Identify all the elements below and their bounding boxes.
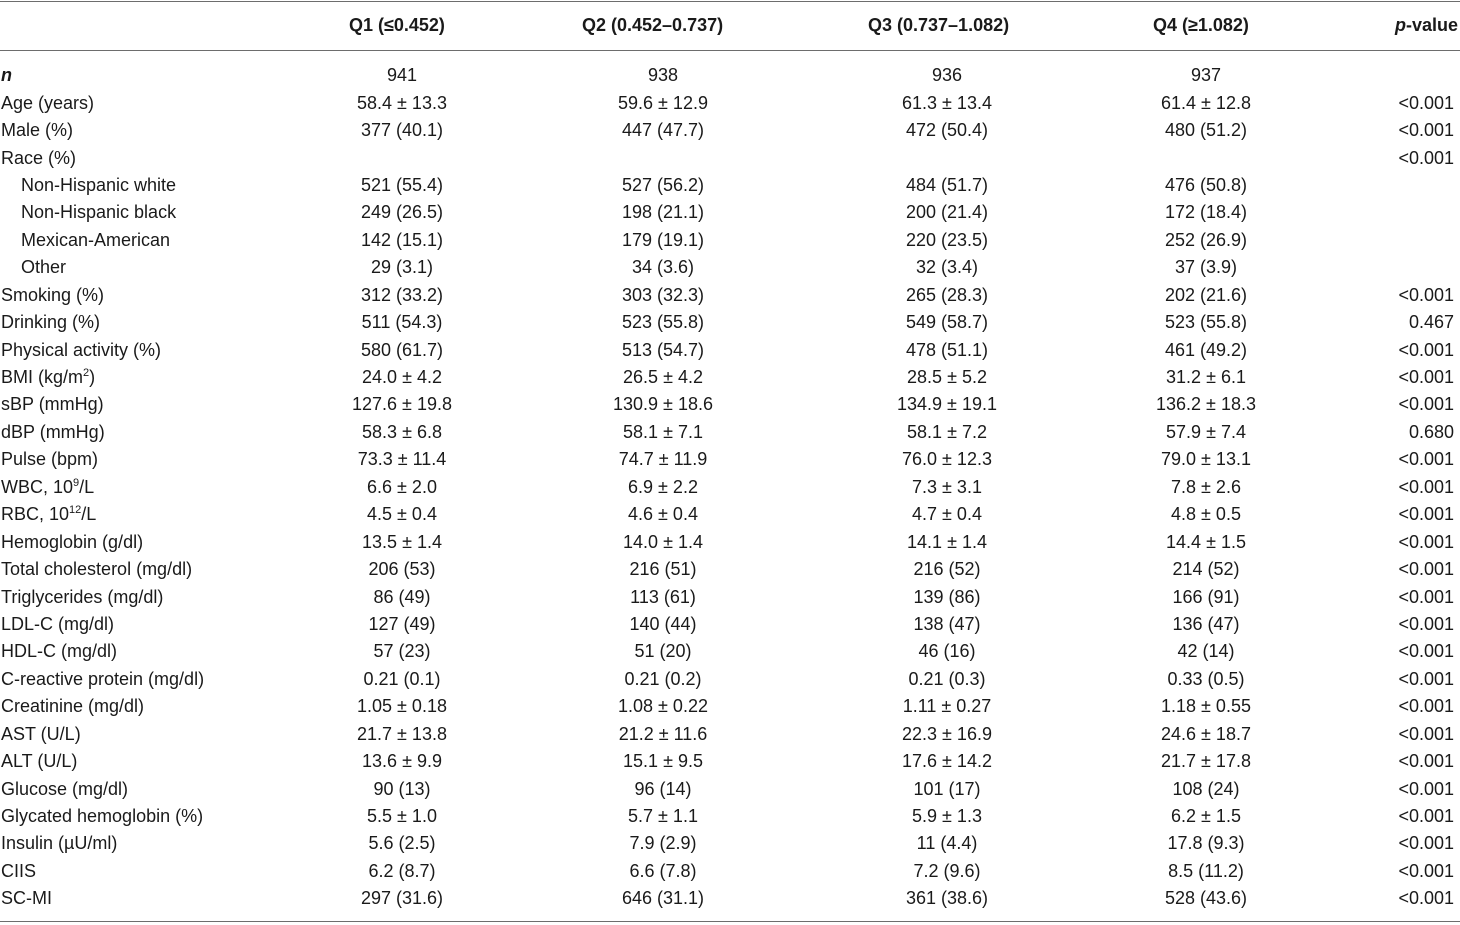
- cell-q3: 76.0 ± 12.3: [902, 449, 992, 470]
- row-label: [0, 583, 261, 610]
- cell-p-value: <0.001: [1398, 696, 1454, 717]
- row-label-text: BMI (kg/m: [1, 367, 84, 388]
- row-label: [0, 748, 261, 775]
- cell-q2: 646 (31.1): [621, 888, 705, 909]
- cell-q3: 0.21 (0.3): [908, 668, 986, 689]
- table-row: [0, 858, 1460, 885]
- table-row: [0, 748, 1460, 775]
- table-row: [0, 583, 1460, 610]
- cell-q4: 523 (55.8): [1164, 312, 1248, 333]
- table-header: [0, 0, 1460, 50]
- cell-q1: 941: [386, 65, 418, 86]
- row-label: [0, 556, 261, 583]
- data-table: [0, 62, 1460, 913]
- row-label-text: Non-Hispanic black: [21, 202, 177, 223]
- cell-q1: 13.6 ± 9.9: [362, 751, 442, 772]
- row-label: [0, 89, 261, 116]
- row-label-text: Age (years): [1, 92, 95, 113]
- cell-q4: 252 (26.9): [1164, 229, 1248, 250]
- cell-q2: 15.1 ± 9.5: [623, 751, 703, 772]
- cell-q2: 74.7 ± 11.9: [618, 449, 708, 470]
- cell-p-value: <0.001: [1398, 120, 1454, 141]
- cell-q3: 138 (47): [913, 613, 981, 634]
- cell-p-value: <0.001: [1398, 284, 1454, 305]
- cell-q2: 51 (20): [634, 641, 692, 662]
- row-label-text: Glycated hemoglobin (%): [1, 806, 204, 827]
- cell-q1: 6.2 (8.7): [368, 860, 436, 881]
- cell-p-value: <0.001: [1398, 92, 1454, 113]
- table-row: [0, 666, 1460, 693]
- table-row: [0, 611, 1460, 638]
- row-label-text: Non-Hispanic white: [21, 174, 177, 195]
- header-q1: Q1 (≤0.452): [349, 15, 445, 35]
- row-label-text: Male (%): [1, 120, 74, 141]
- row-label-text: Physical activity (%): [1, 339, 162, 360]
- header-p-italic: p: [1394, 15, 1406, 35]
- table-row: [0, 528, 1460, 555]
- cell-p-value: 0.467: [1408, 312, 1454, 333]
- cell-p-value: <0.001: [1398, 751, 1454, 772]
- cell-q1: 29 (3.1): [370, 257, 434, 278]
- table-row: [0, 282, 1460, 309]
- cell-q4: 528 (43.6): [1164, 888, 1248, 909]
- cell-q1: 90 (13): [373, 778, 431, 799]
- row-label-text: RBC, 10: [1, 504, 70, 525]
- row-label: [0, 144, 261, 171]
- cell-q2: 130.9 ± 18.6: [613, 394, 713, 415]
- cell-p-value: <0.001: [1398, 559, 1454, 580]
- cell-p-value: [1301, 172, 1460, 199]
- cell-q1: 127 (49): [368, 613, 436, 634]
- row-label: [0, 885, 261, 912]
- cell-q2: 113 (61): [630, 586, 696, 607]
- row-label-text: Insulin (µU/ml): [1, 833, 118, 854]
- table-row: [0, 254, 1460, 281]
- row-label: [0, 172, 261, 199]
- cell-q2: 303 (32.3): [621, 284, 705, 305]
- row-label-text: n: [1, 65, 12, 86]
- row-label: [0, 666, 261, 693]
- row-label-text: Pulse (bpm): [1, 449, 99, 470]
- cell-q1: 521 (55.4): [360, 174, 444, 195]
- table-row: [0, 227, 1460, 254]
- row-label-text: Creatinine (mg/dl): [1, 696, 145, 717]
- cell-q1: 249 (26.5): [360, 202, 444, 223]
- cell-p-value: [1301, 254, 1460, 281]
- row-label: [0, 721, 261, 748]
- cell-q4: 476 (50.8): [1164, 174, 1248, 195]
- cell-q4: 136 (47): [1172, 613, 1240, 634]
- table-row: [0, 638, 1460, 665]
- cell-p-value: [1301, 227, 1460, 254]
- cell-q1: 580 (61.7): [360, 339, 444, 360]
- cell-p-value: <0.001: [1398, 668, 1454, 689]
- row-label-text: Hemoglobin (g/dl): [1, 531, 144, 552]
- table-row: [0, 474, 1460, 501]
- cell-q3: 11 (4.4): [916, 833, 978, 854]
- row-label-superscript: 2: [83, 367, 90, 380]
- row-label-text: Drinking (%): [1, 312, 101, 333]
- cell-q4: 8.5 (11.2): [1168, 860, 1244, 881]
- cell-q4: 42 (14): [1177, 641, 1235, 662]
- cell-q1: 21.7 ± 13.8: [357, 723, 447, 744]
- row-label: [0, 227, 261, 254]
- row-label: [0, 419, 261, 446]
- cell-p-value: <0.001: [1398, 586, 1454, 607]
- row-label-text: Mexican-American: [21, 229, 171, 250]
- cell-q4: 214 (52): [1172, 559, 1240, 580]
- cell-q3: 484 (51.7): [905, 174, 989, 195]
- row-label-text: HDL-C (mg/dl): [1, 641, 118, 662]
- table-header-rule: [0, 50, 1460, 51]
- row-label: [0, 282, 261, 309]
- cell-q2: 6.9 ± 2.2: [628, 476, 698, 497]
- row-label-tail: ): [89, 367, 96, 388]
- cell-p-value: [1301, 199, 1460, 226]
- cell-q1: 1.05 ± 0.18: [357, 696, 447, 717]
- cell-q1: 0.21 (0.1): [363, 668, 441, 689]
- cell-q4: 937: [1190, 65, 1222, 86]
- cell-p-value: <0.001: [1398, 476, 1454, 497]
- cell-q4: 480 (51.2): [1164, 120, 1248, 141]
- row-label: [0, 775, 261, 802]
- row-label: [0, 638, 261, 665]
- cell-q2: 0.21 (0.2): [624, 668, 702, 689]
- cell-q3: 472 (50.4): [905, 120, 989, 141]
- cell-q3: 549 (58.7): [905, 312, 989, 333]
- row-label-text: CIIS: [1, 860, 37, 881]
- cell-q2: [543, 144, 783, 171]
- cell-q1: 86 (49): [373, 586, 431, 607]
- cell-p-value: <0.001: [1398, 339, 1454, 360]
- cell-q3: [783, 144, 1111, 171]
- table-row: [0, 62, 1460, 89]
- cell-q3: 5.9 ± 1.3: [912, 806, 982, 827]
- header-q2: Q2 (0.452–0.737): [582, 15, 724, 35]
- row-label: [0, 391, 261, 418]
- cell-p-value: <0.001: [1398, 531, 1454, 552]
- table-bottom-rule: [0, 921, 1460, 922]
- cell-q3: 28.5 ± 5.2: [907, 367, 987, 388]
- cell-q3: 61.3 ± 13.4: [902, 92, 992, 113]
- cell-q2: 26.5 ± 4.2: [623, 367, 703, 388]
- header-p-rest: -value: [1405, 15, 1458, 35]
- row-label-text: Smoking (%): [1, 284, 105, 305]
- cell-q3: 936: [931, 65, 963, 86]
- cell-q4: 24.6 ± 18.7: [1161, 723, 1251, 744]
- cell-q4: 108 (24): [1172, 778, 1240, 799]
- table-row: [0, 172, 1460, 199]
- cell-q2: 179 (19.1): [621, 229, 705, 250]
- row-label-text: Triglycerides (mg/dl): [1, 586, 164, 607]
- cell-p-value: [1301, 62, 1460, 89]
- cell-p-value: <0.001: [1398, 833, 1454, 854]
- cell-q1: 142 (15.1): [360, 229, 444, 250]
- cell-p-value: <0.001: [1398, 723, 1454, 744]
- row-label: [0, 528, 261, 555]
- cell-q1: 73.3 ± 11.4: [357, 449, 447, 470]
- cell-q2: 34 (3.6): [631, 257, 695, 278]
- row-label-text: Other: [21, 257, 67, 278]
- table-row: [0, 89, 1460, 116]
- cell-q4: 61.4 ± 12.8: [1161, 92, 1251, 113]
- row-label-tail: /L: [79, 476, 95, 497]
- cell-q3: 7.3 ± 3.1: [912, 476, 982, 497]
- row-label: [0, 309, 261, 336]
- cell-q4: 461 (49.2): [1164, 339, 1248, 360]
- cell-q2: 6.6 (7.8): [629, 860, 697, 881]
- table-row: [0, 391, 1460, 418]
- row-label-text: sBP (mmHg): [1, 394, 104, 415]
- cell-q4: 6.2 ± 1.5: [1171, 806, 1241, 827]
- cell-q3: 265 (28.3): [905, 284, 989, 305]
- table-body: [0, 62, 1460, 913]
- cell-q3: 32 (3.4): [915, 257, 979, 278]
- cell-p-value: <0.001: [1398, 860, 1454, 881]
- cell-q2: 198 (21.1): [621, 202, 705, 223]
- cell-q2: 1.08 ± 0.22: [618, 696, 708, 717]
- row-label: [0, 803, 261, 830]
- cell-p-value: <0.001: [1398, 641, 1454, 662]
- cell-q2: 447 (47.7): [621, 120, 705, 141]
- table-row: [0, 693, 1460, 720]
- row-label-text: Race (%): [1, 147, 77, 168]
- row-label: [0, 199, 261, 226]
- cell-q1: 6.6 ± 2.0: [367, 476, 437, 497]
- cell-q1: 206 (53): [368, 559, 436, 580]
- cell-q3: 46 (16): [918, 641, 976, 662]
- cell-q2: 96 (14): [634, 778, 692, 799]
- header-p-value: [1395, 15, 1458, 36]
- cell-q3: 200 (21.4): [905, 202, 989, 223]
- cell-q3: 134.9 ± 19.1: [897, 394, 997, 415]
- cell-q4: 1.18 ± 0.55: [1161, 696, 1251, 717]
- header-q3: Q3 (0.737–1.082): [868, 15, 1010, 35]
- cell-q1: 377 (40.1): [360, 120, 444, 141]
- table-row: [0, 199, 1460, 226]
- cell-q4: 0.33 (0.5): [1167, 668, 1245, 689]
- table-row: [0, 446, 1460, 473]
- cell-q3: 14.1 ± 1.4: [907, 531, 987, 552]
- cell-q3: 478 (51.1): [905, 339, 989, 360]
- table-row: [0, 721, 1460, 748]
- cell-p-value: <0.001: [1398, 778, 1454, 799]
- cell-q1: 4.5 ± 0.4: [367, 504, 437, 525]
- cell-q2: 216 (51): [629, 559, 697, 580]
- cell-p-value: <0.001: [1398, 147, 1454, 168]
- cell-q3: 101 (17): [913, 778, 981, 799]
- cell-q4: 172 (18.4): [1164, 202, 1248, 223]
- cell-q3: 220 (23.5): [905, 229, 989, 250]
- cell-q1: 57 (23): [373, 641, 431, 662]
- cell-q3: 139 (86): [913, 586, 981, 607]
- cell-q4: 202 (21.6): [1164, 284, 1248, 305]
- row-label: [0, 858, 261, 885]
- table-row: [0, 117, 1460, 144]
- cell-q4: 166 (91): [1172, 586, 1240, 607]
- table-row: [0, 309, 1460, 336]
- table-row: [0, 501, 1460, 528]
- cell-q1: 58.3 ± 6.8: [362, 421, 442, 442]
- cell-p-value: <0.001: [1398, 806, 1454, 827]
- row-label-text: dBP (mmHg): [1, 421, 105, 442]
- cell-p-value: 0.680: [1408, 421, 1454, 442]
- table-row: [0, 419, 1460, 446]
- cell-q4: 14.4 ± 1.5: [1166, 531, 1246, 552]
- cell-q2: 58.1 ± 7.1: [623, 421, 703, 442]
- table-row: [0, 336, 1460, 363]
- row-label-text: Glucose (mg/dl): [1, 778, 129, 799]
- cell-q2: 59.6 ± 12.9: [618, 92, 708, 113]
- cell-q2: 513 (54.7): [621, 339, 705, 360]
- row-label-text: C-reactive protein (mg/dl): [1, 668, 205, 689]
- table-row: [0, 885, 1460, 912]
- header-q4: Q4 (≥1.082): [1153, 15, 1249, 35]
- table-row: [0, 775, 1460, 802]
- cell-q1: 13.5 ± 1.4: [362, 531, 442, 552]
- row-label: [0, 830, 261, 857]
- cell-q4: 79.0 ± 13.1: [1161, 449, 1251, 470]
- table-row: [0, 556, 1460, 583]
- cell-p-value: <0.001: [1398, 504, 1454, 525]
- cell-q2: 527 (56.2): [621, 174, 705, 195]
- row-label-text: ALT (U/L): [1, 751, 78, 772]
- row-label-text: Total cholesterol (mg/dl): [1, 559, 193, 580]
- row-label: [0, 501, 261, 528]
- row-label: [0, 117, 261, 144]
- cell-p-value: <0.001: [1398, 449, 1454, 470]
- cell-p-value: <0.001: [1398, 888, 1454, 909]
- cell-q1: 58.4 ± 13.3: [357, 92, 447, 113]
- cell-q1: 511 (54.3): [361, 312, 443, 333]
- cell-q4: 7.8 ± 2.6: [1171, 476, 1241, 497]
- cell-q4: 136.2 ± 18.3: [1156, 394, 1256, 415]
- table-row: [0, 830, 1460, 857]
- row-label: [0, 446, 261, 473]
- cell-q4: 17.8 (9.3): [1167, 833, 1245, 854]
- row-label-superscript: 9: [73, 476, 80, 489]
- cell-q1: 5.6 (2.5): [368, 833, 436, 854]
- cell-q2: 938: [647, 65, 679, 86]
- row-label-text: SC-MI: [1, 888, 52, 909]
- row-label: [0, 474, 261, 501]
- cell-q2: 523 (55.8): [621, 312, 705, 333]
- row-label-text: AST (U/L): [1, 723, 81, 744]
- row-label: [0, 336, 261, 363]
- cell-q4: [1111, 144, 1301, 171]
- cell-p-value: <0.001: [1398, 613, 1454, 634]
- table-row: [0, 364, 1460, 391]
- cell-q4: 31.2 ± 6.1: [1166, 367, 1246, 388]
- cell-q1: 297 (31.6): [360, 888, 444, 909]
- table-row: [0, 803, 1460, 830]
- row-label-text: WBC, 10: [1, 476, 74, 497]
- cell-q1: 24.0 ± 4.2: [362, 367, 442, 388]
- cell-q1: 127.6 ± 19.8: [352, 394, 452, 415]
- cell-q3: 7.2 (9.6): [913, 860, 981, 881]
- row-label: [0, 62, 261, 89]
- cell-q4: 37 (3.9): [1174, 257, 1238, 278]
- cell-q3: 361 (38.6): [905, 888, 989, 909]
- cell-q1: [261, 144, 543, 171]
- row-label-text: LDL-C (mg/dl): [1, 613, 115, 634]
- cell-q2: 140 (44): [629, 613, 697, 634]
- cell-q2: 21.2 ± 11.6: [618, 723, 708, 744]
- cell-p-value: <0.001: [1398, 394, 1454, 415]
- cell-q2: 7.9 (2.9): [629, 833, 697, 854]
- cell-q3: 1.11 ± 0.27: [902, 696, 992, 717]
- row-label-tail: /L: [81, 504, 97, 525]
- row-label-superscript: 12: [69, 504, 82, 517]
- cell-q4: 21.7 ± 17.8: [1161, 751, 1251, 772]
- cell-q2: 14.0 ± 1.4: [623, 531, 703, 552]
- cell-p-value: <0.001: [1398, 367, 1454, 388]
- cell-q1: 5.5 ± 1.0: [367, 806, 437, 827]
- cell-q3: 17.6 ± 14.2: [902, 751, 992, 772]
- row-label: [0, 611, 261, 638]
- row-label: [0, 254, 261, 281]
- cell-q3: 216 (52): [913, 559, 981, 580]
- cell-q1: 312 (33.2): [360, 284, 444, 305]
- cell-q2: 4.6 ± 0.4: [628, 504, 698, 525]
- table-row: [0, 144, 1460, 171]
- cell-q3: 4.7 ± 0.4: [912, 504, 982, 525]
- cell-q3: 22.3 ± 16.9: [902, 723, 992, 744]
- cell-q4: 4.8 ± 0.5: [1171, 504, 1241, 525]
- row-label: [0, 364, 261, 391]
- cell-q2: 5.7 ± 1.1: [628, 806, 698, 827]
- cell-q3: 58.1 ± 7.2: [907, 421, 987, 442]
- row-label: [0, 693, 261, 720]
- cell-q4: 57.9 ± 7.4: [1166, 421, 1246, 442]
